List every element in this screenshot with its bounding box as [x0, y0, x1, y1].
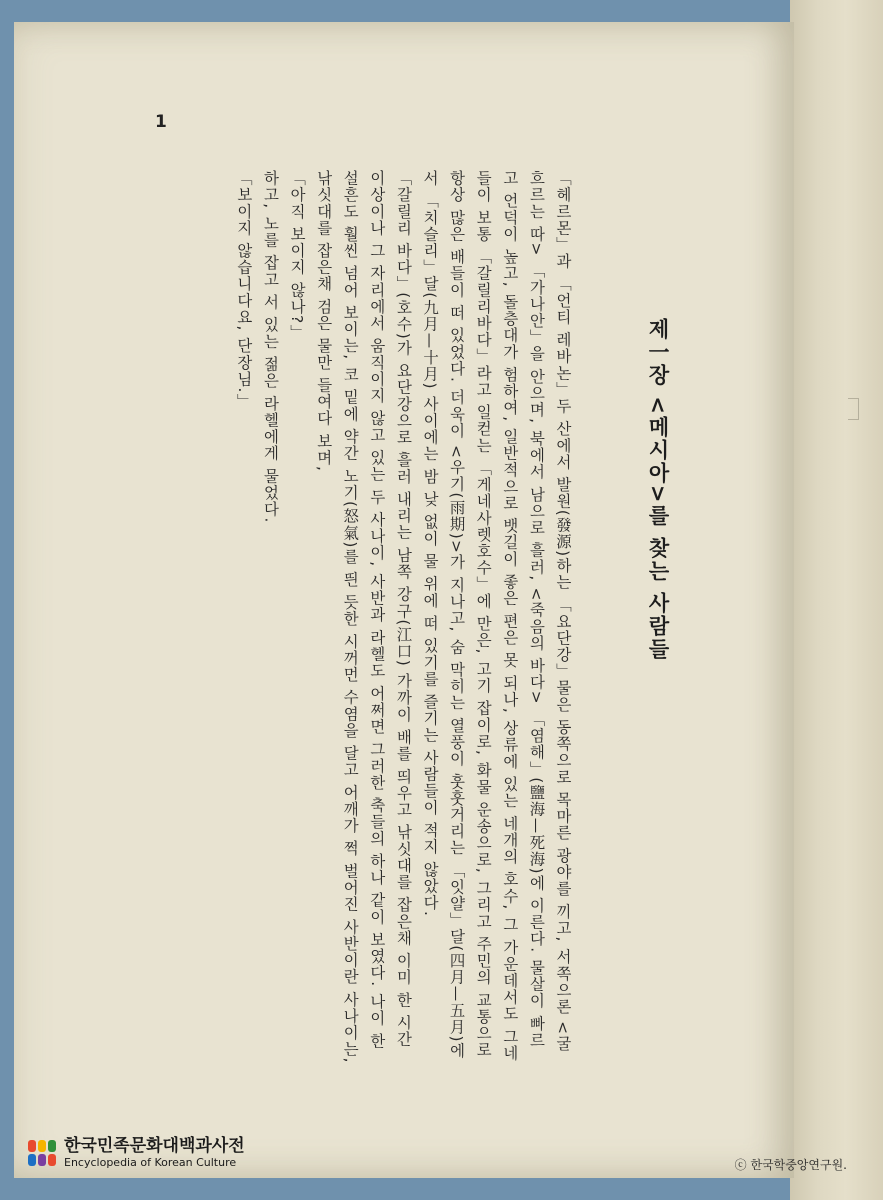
- paragraph-3: 「아직 보이지 않나?」: [288, 170, 307, 341]
- paragraph-2: 「갈릴리 바다」(호수)가 요단강으로 흘러 내리는 남쪽 강구(江口) 가까이 배를 띄우고 낚싯대를 잡은채 이미 한 시간 이상이나 그 자리에서 움직이지 않고 있는 두 사나이, 사반과 라헬도 어쩌면 그러한 축들의 하나 같이 보였다. 나이 한 설흔도 훨씬 넘어 보이는, 코 밑에 약간 노기(怒氣)를 띈 듯한 시꺼먼 수염을 달고 어깨가 쩍 벌어진 사반이란 사나이는, 낚싯대를 잡은채 검은 물만 들여다 보며,: [314, 170, 413, 1064]
- body-text: [136, 170, 576, 1065]
- paragraph-4: 하고, 노를 잡고 서 있는 젊은 라헬에게 물었다.: [261, 170, 280, 524]
- copyright-notice: ⓒ 한국학중앙연구원.: [734, 1158, 847, 1172]
- paragraph-1: 「헤르몬」과 「언티 레바논」두 산에서 발원(發源)하는 「요단강」물은 동쪽으로 목마른 광야를 끼고, 서쪽으론 <굴 흐르는 따> 「가나안」을 안으며, 북에서 남으로 흘러, <죽음의 바다> 「염해」(鹽海—死海)에 이른다. 물살이 빠르고 언덕이 높고, 돌층대가 험하여, 일반적으로 뱃길이 좋은 편은 못 되나, 상류에 있는 네개의 호수, 그 가운데서도 그네들이 보통 「갈릴리바다」라고 일컫는 「게네사렛호수」에 만은, 고기 잡이로, 화물 운송으로, 그리고 주민의 교통으로 항상 많은 배들이 떠 있었다. 더욱이 <우기(雨期)>가 지나고, 숨 막히는 열풍이 훗훗거리는 「잇얄」달(四月—五月)에서 「치슬리」달(九月—十月) 사이에는 밤 낮 없이 물 위에 떠 있기를 즐기는 사람들이 적지 않았다.: [421, 170, 572, 1062]
- logo-english-name: Encyclopedia of Korean Culture: [64, 1156, 237, 1169]
- logo-korean-name: 한국민족문화대백과사전: [64, 1136, 245, 1156]
- page-edge-mark: [848, 398, 859, 420]
- encyclopedia-logo-icon: [28, 1138, 58, 1168]
- encyclopedia-logo: [28, 1137, 245, 1169]
- adjacent-page-edge: [790, 0, 883, 1200]
- chapter-title: 제一장 <메시아>를 찾는 사람들: [646, 318, 670, 662]
- paragraph-5: 「보이지 않습니다요, 단장님.」: [234, 170, 253, 411]
- page-number: 1: [155, 112, 167, 132]
